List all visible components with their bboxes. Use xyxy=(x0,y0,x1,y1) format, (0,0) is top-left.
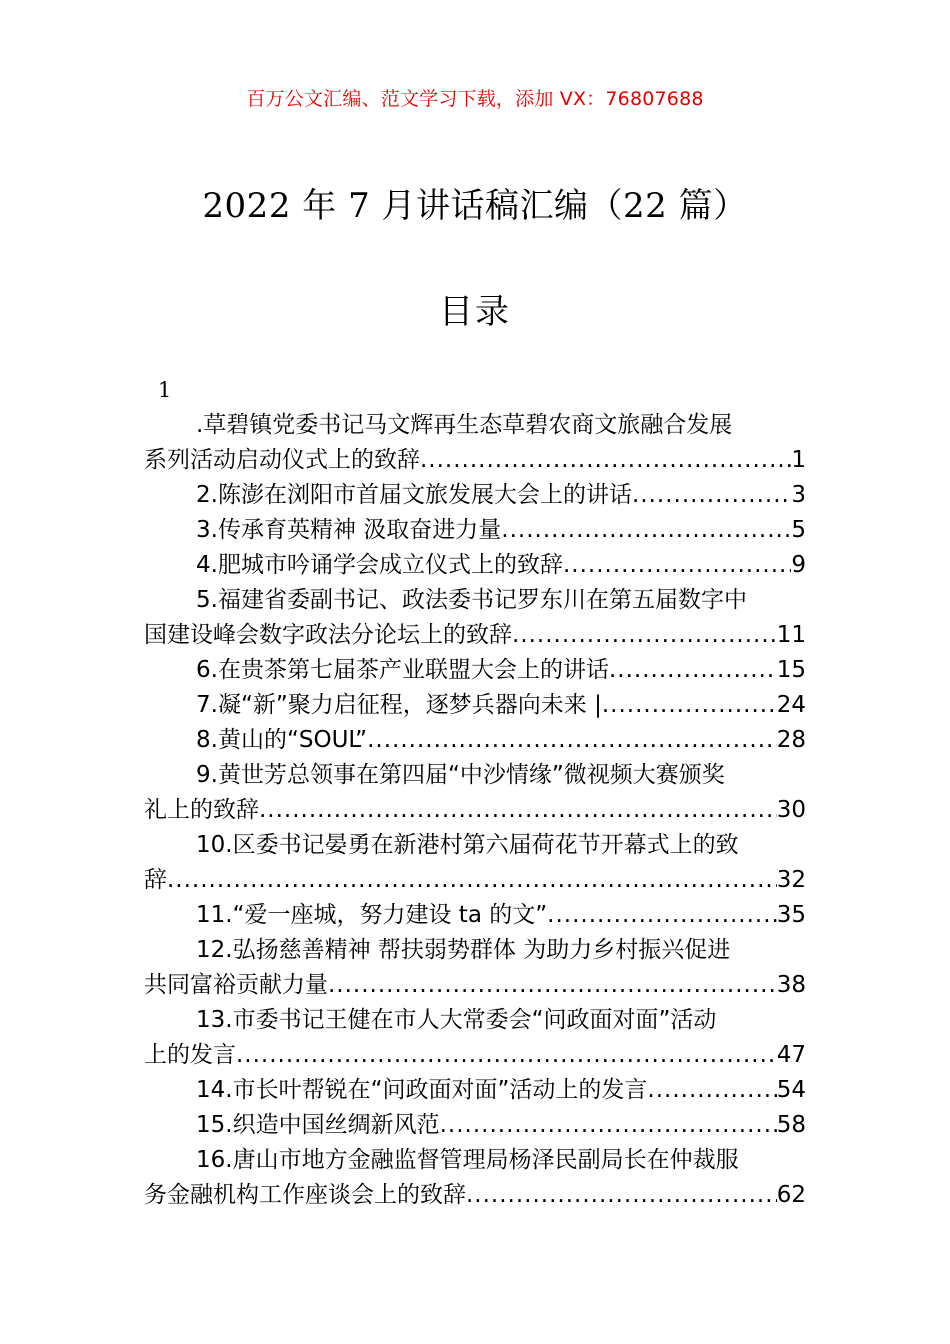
toc-entry-text: 国建设峰会数字政法分论坛上的致辞 xyxy=(144,622,512,648)
toc-page-number: 15 xyxy=(776,657,806,683)
toc-entry-line-last xyxy=(144,793,806,828)
toc-entry-text: 11.“爱一座城，努力建设 ta 的文” xyxy=(196,902,548,928)
toc-entry-line-last xyxy=(144,898,806,933)
toc-entry-line xyxy=(144,408,806,443)
toc-leader-dots xyxy=(466,1178,777,1213)
toc-page-number: 1 xyxy=(791,447,806,473)
toc-leader-dots xyxy=(602,688,777,723)
toc-entry-text: 14.市长叶帮锐在“问政面对面”活动上的发言 xyxy=(196,1077,648,1103)
toc-entry-text: 9.黄世芳总领事在第四届“中沙情缘”微视频大赛颁奖 xyxy=(196,762,725,788)
toc-entry-line-last xyxy=(144,653,806,688)
toc-entry-line xyxy=(144,1143,806,1178)
toc-entry-line xyxy=(144,828,806,863)
toc-leader-dots xyxy=(167,863,777,898)
toc-leader-dots xyxy=(609,653,777,688)
toc-entry-line-last xyxy=(144,688,806,723)
toc-entry-line xyxy=(144,1003,806,1038)
toc-entry-line-last xyxy=(144,443,806,478)
toc-entry-text: 3.传承育英精神 汲取奋进力量 xyxy=(196,517,502,543)
toc-entry-line-last xyxy=(144,968,806,1003)
toc-page-number: 3 xyxy=(791,482,806,508)
toc-page-number: 9 xyxy=(791,552,806,578)
toc-leader-dots xyxy=(328,968,777,1003)
toc-page-number: 62 xyxy=(776,1182,806,1208)
toc-entry-line-last xyxy=(144,513,806,548)
toc-entry-line xyxy=(144,758,806,793)
toc-entry-line-last xyxy=(144,478,806,513)
toc-entry-line-last xyxy=(144,1038,806,1073)
toc-page-number: 30 xyxy=(776,797,806,823)
toc-entry-line-last xyxy=(144,863,806,898)
toc-entry-text: 6.在贵茶第七届茶产业联盟大会上的讲话 xyxy=(196,657,609,683)
toc-leader-dots xyxy=(259,793,777,828)
toc-entry-line-last xyxy=(144,1178,806,1213)
toc-entry-text: 12.弘扬慈善精神 帮扶弱势群体 为助力乡村振兴促进 xyxy=(196,937,731,963)
toc-page-number: 35 xyxy=(776,902,806,928)
toc-page-number: 47 xyxy=(776,1042,806,1068)
toc-leader-dots xyxy=(512,618,777,653)
toc-page-number: 54 xyxy=(776,1077,806,1103)
toc-heading: 目录 xyxy=(439,292,511,332)
toc-entry-line-last xyxy=(144,548,806,583)
document-title: 2022 年 7 月讲话稿汇编（22 篇） xyxy=(202,186,748,226)
toc-entry-text: 礼上的致辞 xyxy=(144,797,259,823)
toc-page-number: 24 xyxy=(776,692,806,718)
toc-leader-dots xyxy=(420,443,791,478)
toc-leader-dots xyxy=(647,1073,776,1108)
toc-entry-text: 10.区委书记晏勇在新港村第六届荷花节开幕式上的致 xyxy=(196,832,739,858)
toc-leader-dots xyxy=(440,1108,777,1143)
toc-entry-text: 15.织造中国丝绸新风范 xyxy=(196,1112,440,1138)
toc-entry-text: 2.陈澎在浏阳市首届文旅发展大会上的讲话 xyxy=(196,482,632,508)
toc-leader-dots xyxy=(547,898,777,933)
toc-page-number: 11 xyxy=(776,622,806,648)
toc-entry-text: 13.市委书记王健在市人大常委会“问政面对面”活动 xyxy=(196,1007,717,1033)
toc-entry-line xyxy=(144,583,806,618)
toc-entry-text: .草碧镇党委书记马文辉再生态草碧农商文旅融合发展 xyxy=(196,412,733,438)
toc-entry-line xyxy=(144,933,806,968)
toc-entry-text: 16.唐山市地方金融监督管理局杨泽民副局长在仲裁服 xyxy=(196,1147,739,1173)
toc-entry-text: 7.凝“新”聚力启征程，逐梦兵器向未来 | xyxy=(196,692,602,718)
toc-page-number: 32 xyxy=(776,867,806,893)
toc-entry-text: 5.福建省委副书记、政法委书记罗东川在第五届数字中 xyxy=(196,587,747,613)
toc-leader-dots xyxy=(632,478,791,513)
toc-leader-dots xyxy=(367,723,777,758)
toc-leader-dots xyxy=(563,548,791,583)
table-of-contents xyxy=(144,408,806,1213)
toc-entry-text: 4.肥城市吟诵学会成立仪式上的致辞 xyxy=(196,552,563,578)
toc-entry-text: 共同富裕贡献力量 xyxy=(144,972,328,998)
toc-entry-line-last xyxy=(144,1108,806,1143)
toc-page-number: 58 xyxy=(776,1112,806,1138)
toc-leader-dots xyxy=(236,1038,777,1073)
toc-page-number: 38 xyxy=(776,972,806,998)
toc-entry-text: 务金融机构工作座谈会上的致辞 xyxy=(144,1182,466,1208)
toc-page-number: 28 xyxy=(776,727,806,753)
toc-page-number: 5 xyxy=(791,517,806,543)
toc-entry-text: 上的发言 xyxy=(144,1042,236,1068)
toc-entry-text: 系列活动启动仪式上的致辞 xyxy=(144,447,420,473)
toc-entry-text: 8.黄山的“SOUL” xyxy=(196,727,368,753)
watermark-banner: 百万公文汇编、范文学习下载，添加 VX：76807688 xyxy=(246,88,704,110)
toc-entry-text: 辞 xyxy=(144,867,167,893)
toc-first-number: 1 xyxy=(158,378,172,402)
toc-leader-dots xyxy=(501,513,791,548)
toc-entry-line-last xyxy=(144,723,806,758)
toc-entry-line-last xyxy=(144,1073,806,1108)
toc-entry-line-last xyxy=(144,618,806,653)
